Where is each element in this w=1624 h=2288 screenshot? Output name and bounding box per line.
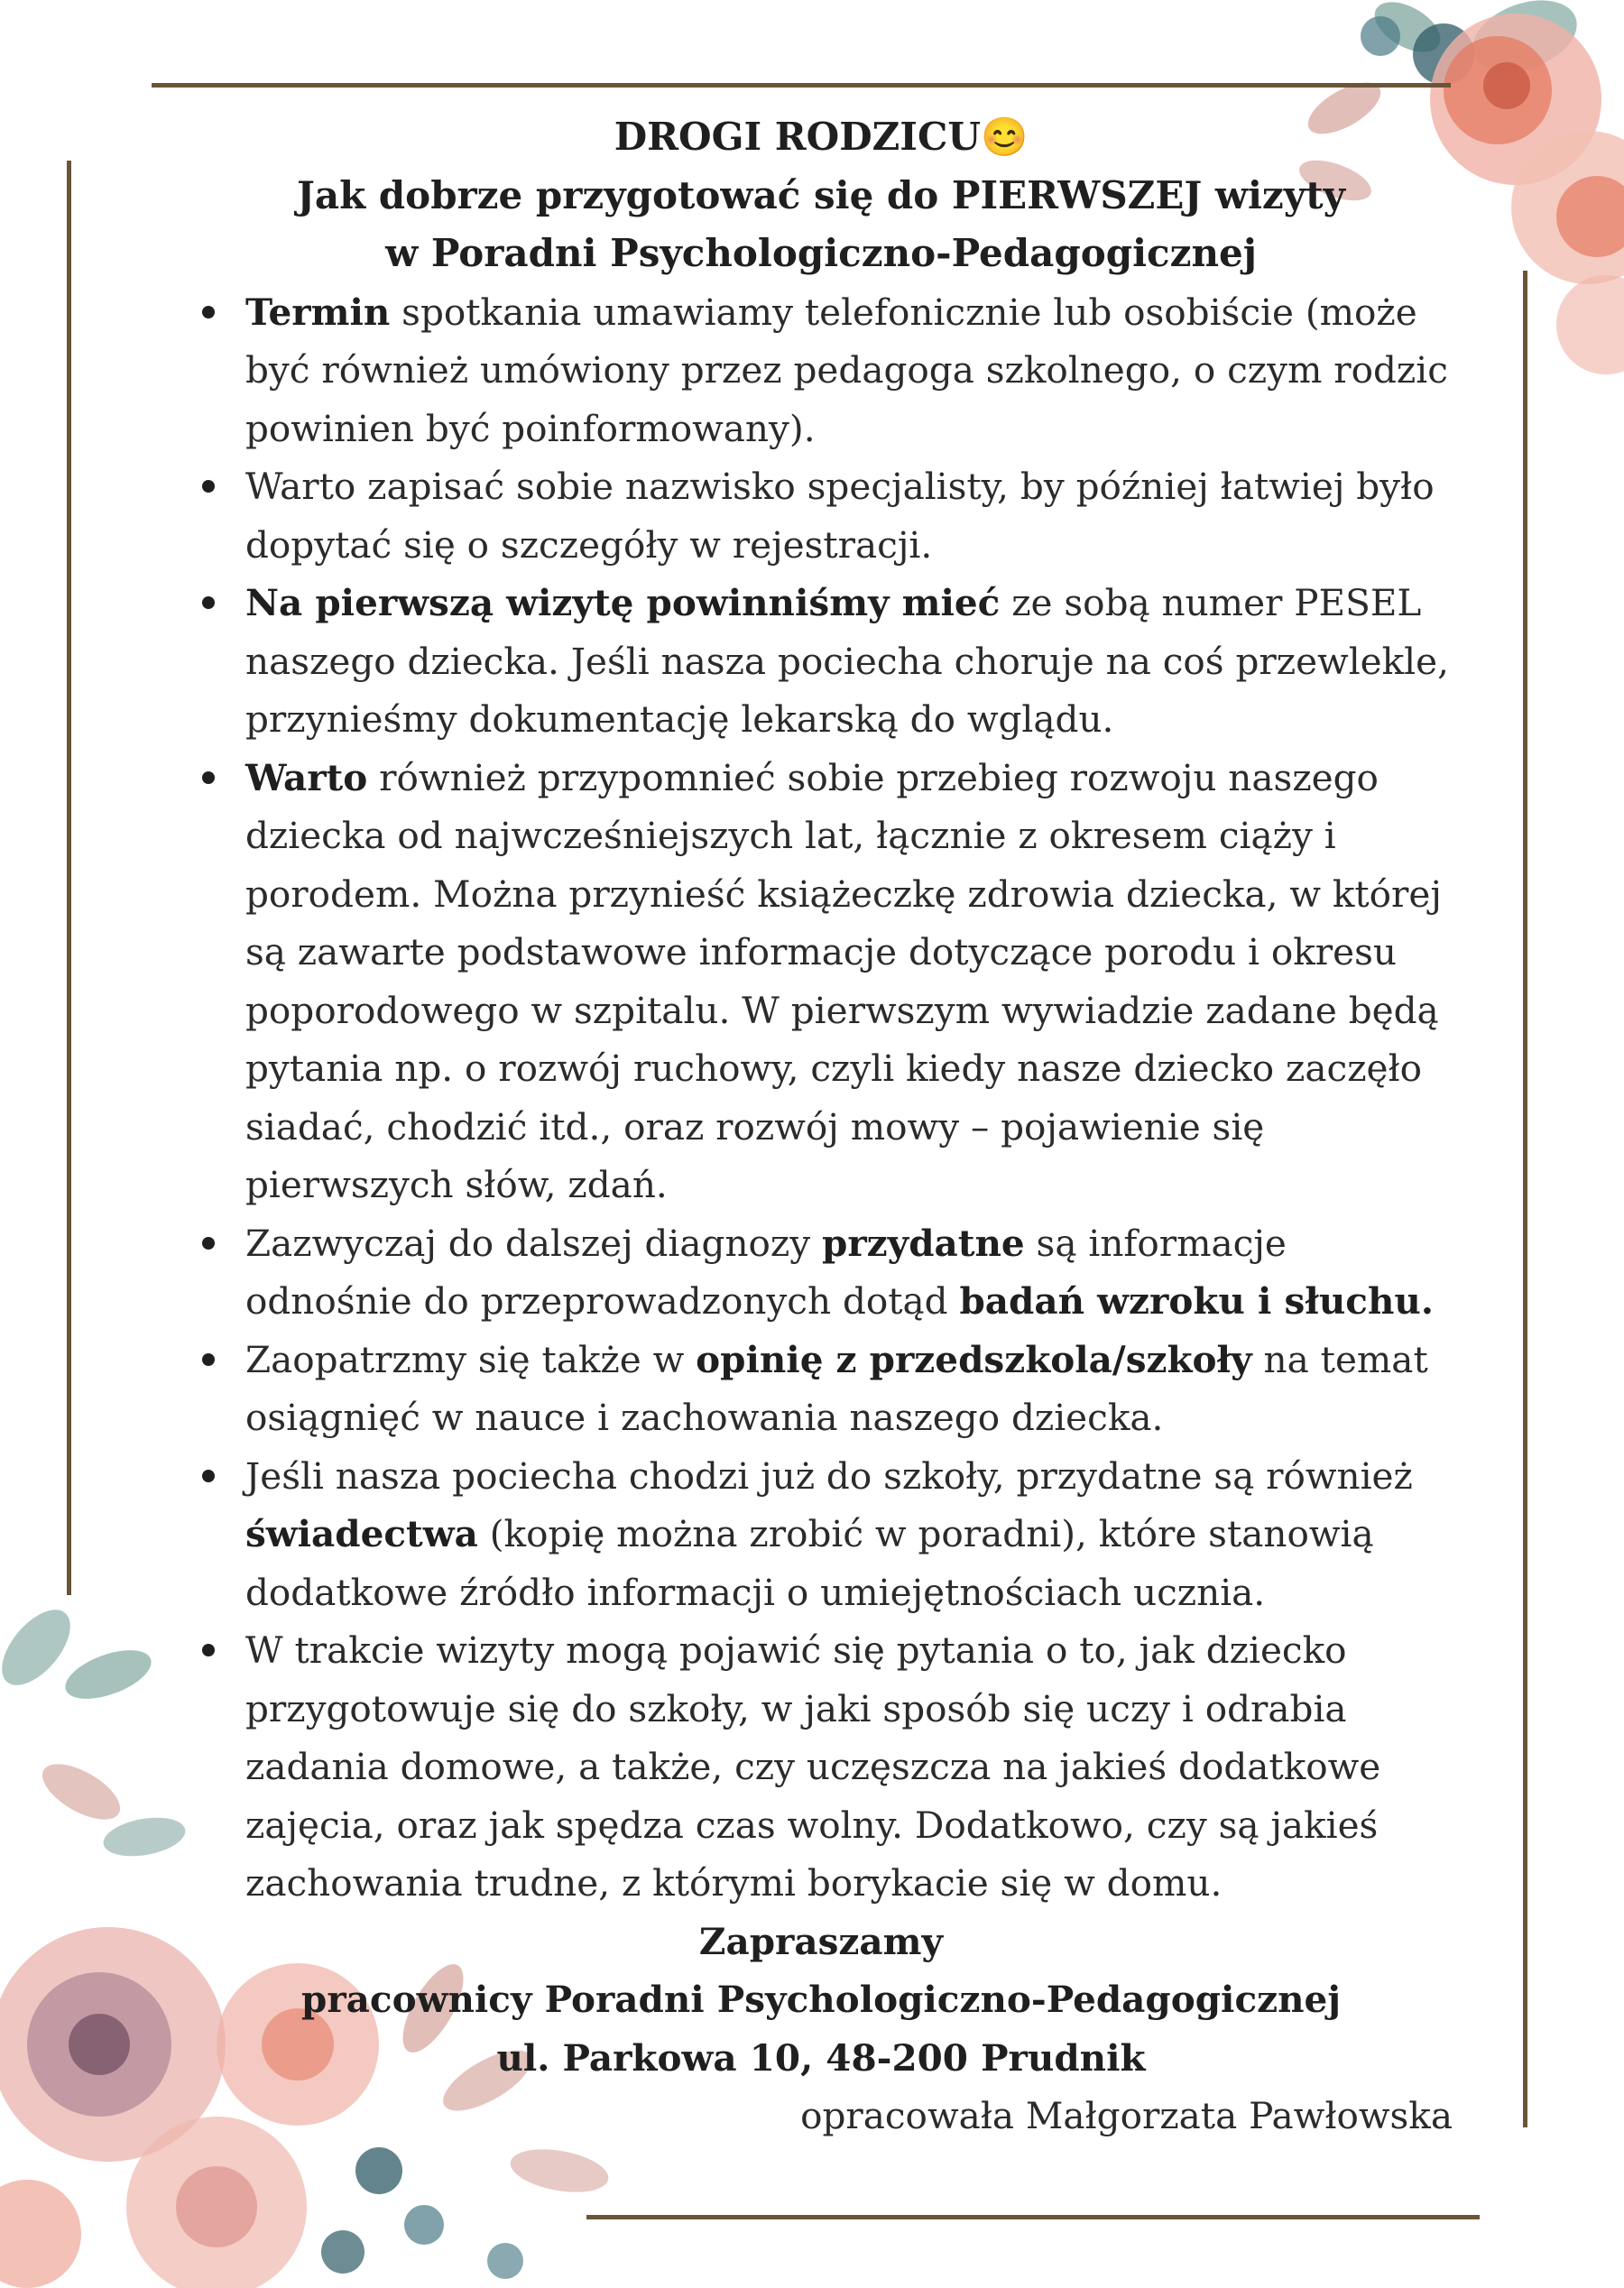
list-item — [189, 283, 1453, 458]
bullet-icon — [202, 1237, 215, 1250]
frame-line-top — [152, 83, 1451, 88]
list-item — [189, 1214, 1453, 1331]
list-item — [189, 1447, 1453, 1622]
bullet-text: również przypomnieć sobie przebieg rozwoju naszego dziecka od najwcześniejszych lat, łącznie z okresem ciąży i porodem. Można przynieść książeczkę zdrowia dziecka, w której są zawarte podstawowe informacje dotyczące porodu i okresu poporodowego w szpitalu. W pierwszym wywiadzie zadane będą pytania np. o rozwój ruchowy, czyli kiedy nasze dziecko zaczęło siadać, chodzić itd., oraz rozwój mowy – pojawienie się pierwszych słów, zdań. — [245, 755, 1442, 1206]
closing-invite: Zapraszamy — [698, 1919, 944, 1963]
bullet-bold-text: Na pierwszą wizytę powinniśmy mieć — [245, 581, 1001, 624]
heading-subtitle: w Poradni Psychologiczno-Pedagogicznej — [385, 231, 1257, 275]
bullet-icon — [202, 771, 215, 784]
bullet-text: (kopię można zrobić w poradni), które stanowią dodatkowe źródło informacji o umiejętnościach ucznia. — [245, 1512, 1374, 1614]
bullet-icon — [202, 1644, 215, 1656]
bullet-bold-text: Warto — [245, 755, 368, 799]
bullet-text: Jeśli nasza pociecha chodzi już do szkoły, przydatne są również — [245, 1453, 1413, 1498]
bullet-bold-text: opinię z przedszkola/szkoły — [696, 1337, 1252, 1381]
bullet-icon — [202, 1470, 215, 1482]
author-credit: opracowała Małgorzata Pawłowska — [800, 2094, 1453, 2137]
bullet-icon — [202, 596, 215, 609]
bullet-text: Zaopatrzmy się także w — [245, 1337, 697, 1381]
bullet-text: W trakcie wizyty mogą pojawić się pytania o to, jak dziecko przygotowuje się do szkoły, w jaki sposób się uczy i odrabia zadania domowe, a także, czy uczęszcza na jakieś dodatkowe zajęcia, oraz jak spędza czas wolny. Dodatkowo, czy są jakieś zachowania trudne, z którymi borykacie się w domu. — [245, 1628, 1381, 1905]
bullet-icon — [202, 480, 215, 493]
bullet-text: na temat osiągnięć w nauce i zachowania naszego dziecka. — [245, 1337, 1428, 1439]
frame-line-bottom — [586, 2215, 1480, 2219]
closing-staff: pracownicy Poradni Psychologiczno-Pedagogicznej — [301, 1978, 1341, 2021]
advice-list — [189, 283, 1453, 1913]
bullet-bold-text: świadectwa — [245, 1512, 478, 1555]
bullet-text: ze sobą numer PESEL naszego dziecka. Jeśli nasza pociecha choruje na coś przewlekle, przynieśmy dokumentację lekarską do wglądu. — [245, 581, 1449, 741]
list-item — [189, 574, 1453, 749]
flyer-heading — [189, 108, 1453, 283]
frame-line-left — [67, 161, 71, 1595]
closing-address: ul. Parkowa 10, 48-200 Prudnik — [496, 2035, 1146, 2080]
bullet-text: spotkania umawiamy telefonicznie lub osobiście (może być również umówiony przez pedagoga szkolnego, o czym rodzic powinien być poinformowany). — [245, 290, 1448, 450]
bullet-text: Zazwyczaj do dalszej diagnozy — [245, 1221, 823, 1265]
bullet-icon — [202, 1353, 215, 1366]
bullet-icon — [202, 306, 215, 318]
bullet-text: są informacje odnośnie do przeprowadzonych dotąd — [245, 1221, 1287, 1323]
list-item — [189, 1331, 1453, 1447]
bullet-text: Warto zapisać sobie nazwisko specjalisty, by później łatwiej było dopytać się o szczegóły w rejestracji. — [245, 465, 1435, 567]
bullet-bold-text: Termin — [245, 290, 391, 334]
bullet-bold-text: badań wzroku i słuchu. — [959, 1279, 1434, 1323]
flyer-content — [189, 108, 1453, 2145]
list-item — [189, 1621, 1453, 1913]
frame-line-right — [1523, 271, 1527, 2127]
list-item — [189, 457, 1453, 574]
bullet-bold-text: przydatne — [822, 1221, 1025, 1265]
closing-block — [189, 1913, 1453, 2088]
heading-title: Jak dobrze przygotować się do PIERWSZEJ wizyty — [297, 172, 1345, 217]
heading-greeting: DROGI RODZICU😊 — [614, 115, 1029, 159]
list-item — [189, 749, 1453, 1214]
